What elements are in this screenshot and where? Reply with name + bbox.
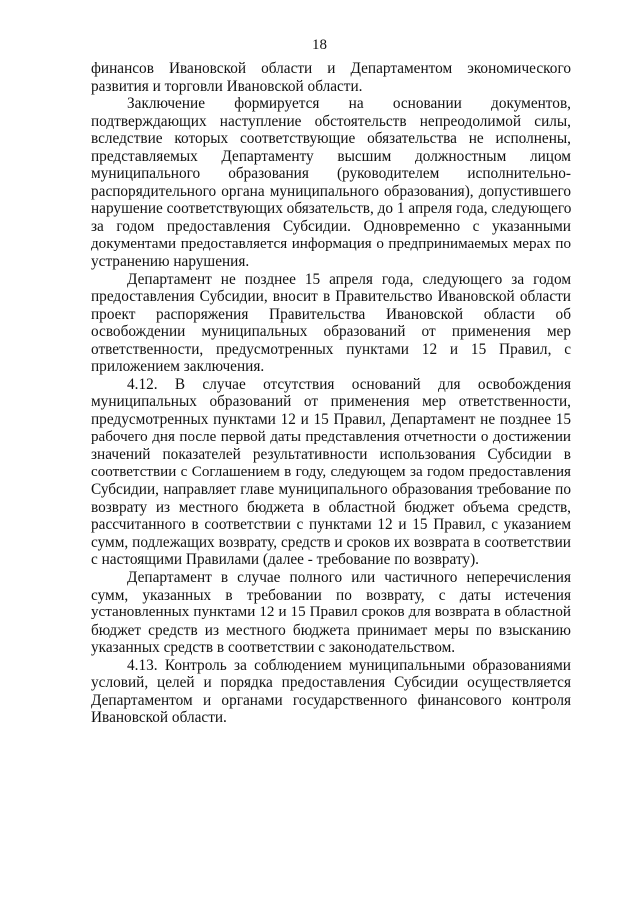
text-line: установленных пунктами 12 и 15 Правил сроков для возврата в областной — [91, 604, 571, 621]
text-line: освобождении муниципальных образований от применения мер — [91, 323, 571, 341]
text-line: бюджет средств из местного бюджета принимает меры по взысканию — [91, 621, 571, 639]
text-line: Департамент в случае полного или частичного неперечисления — [127, 569, 571, 586]
text-line: с настоящими Правилами (далее - требование по возврату). — [91, 551, 479, 569]
text-line: значений показателей результативности использования Субсидии в — [91, 446, 571, 464]
text-line: приложением заключения. — [91, 358, 265, 376]
text-line: финансов Ивановской области и Департаментом экономического — [91, 60, 571, 77]
text-line: сумм, указанных в требовании по возврату, с даты истечения — [91, 586, 571, 604]
text-line: представляемых Департаменту высшим должностным лицом — [91, 147, 571, 165]
text-line: возврату из местного бюджета в областной бюджет объема средств, — [91, 498, 571, 516]
text-line: сумм, подлежащих возврату, средств и сроков их возврата в соответствии — [91, 533, 571, 551]
text-line: за годом предоставления Субсидии. Одновременно с указанными — [91, 218, 571, 235]
text-line: рабочего дня после первой даты представления отчетности о достижении — [91, 428, 571, 445]
text-line: предусмотренных пунктами 12 и 15 Правил, Департамент не позднее 15 — [91, 411, 571, 428]
text-line: проект распоряжения Правительства Ивановской области об — [91, 305, 571, 323]
text-line: развития и торговли Ивановской области. — [91, 77, 363, 95]
text-line: нарушение соответствующих обязательств, до 1 апреля года, следующего — [91, 200, 572, 218]
text-line: Заключение формируется на основании документов, — [127, 95, 571, 113]
text-line: Департамент не позднее 15 апреля года, следующего за годом — [127, 270, 571, 288]
text-line: условий, целей и порядка предоставления Субсидии осуществляется — [91, 674, 571, 692]
text-line: указанных средств в соответствии с законодательством. — [91, 639, 456, 657]
text-line: подтверждающих наступление обстоятельств непреодолимой силы, — [91, 112, 571, 130]
text-line: Департаментом и органами государственного финансового контроля — [91, 691, 571, 709]
text-line: муниципального образования (руководителем исполнительно- — [91, 165, 571, 183]
text-line: соответствии с Соглашением в году, следующем за годом предоставления — [91, 463, 571, 480]
text-line: 4.12. В случае отсутствия оснований для освобождения — [127, 375, 571, 393]
text-line: устранению нарушения. — [91, 253, 250, 271]
text-line: распорядительного органа муниципального образования), допустившего — [91, 182, 571, 200]
text-line: 4.13. Контроль за соблюдением муниципальными образованиями — [127, 656, 571, 674]
page-number: 18 — [312, 37, 327, 53]
text-line: документами предоставляется информация о предпринимаемых мерах по — [91, 235, 571, 252]
text-line: ответственности, предусмотренных пунктами 12 и 15 Правил, с — [91, 340, 571, 358]
text-line: муниципальных образований от применения мер ответственности, — [91, 393, 571, 411]
text-line: предоставления Субсидии, вносит в Правительство Ивановской области — [91, 288, 571, 306]
text-line: вследствие которых соответствующие обязательства не исполнены, — [91, 130, 571, 148]
text-line: Субсидии, направляет главе муниципального образования требование по — [91, 481, 571, 499]
text-line: Ивановской области. — [91, 709, 227, 727]
text-line: рассчитанного в соответствии с пунктами 12 и 15 Правил, с указанием — [91, 516, 571, 534]
